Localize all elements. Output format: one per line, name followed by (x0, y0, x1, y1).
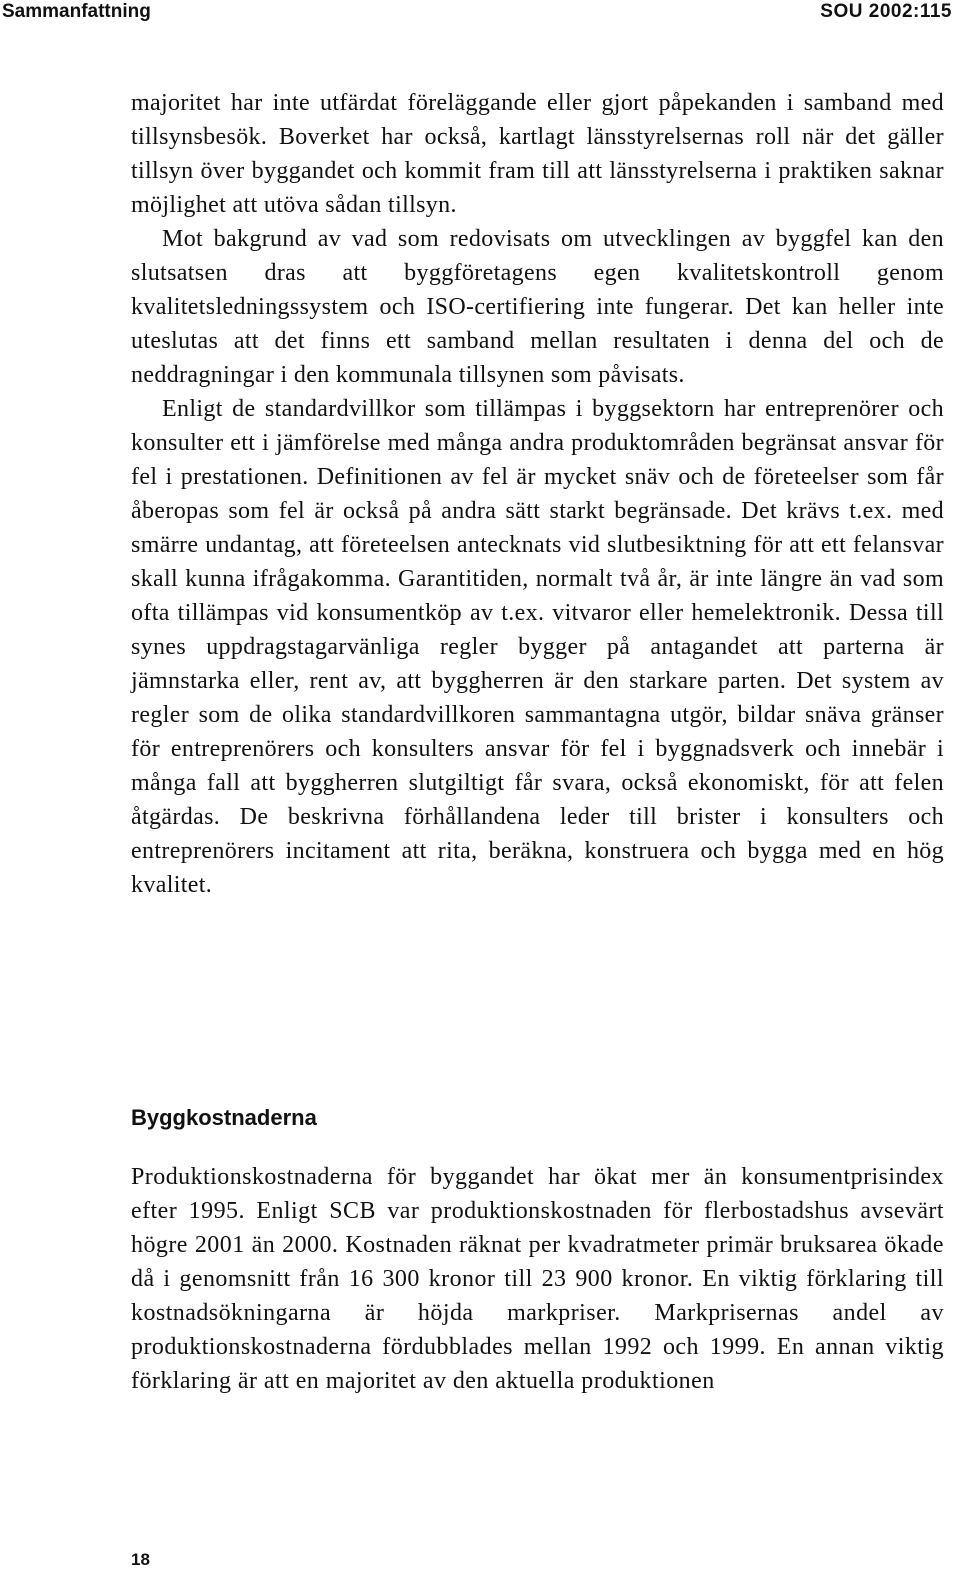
paragraph-2: Mot bakgrund av vad som redovisats om utvecklingen av byggfel kan den slutsatsen dras att byggföretagens egen kvalitetskontroll genom kvalitetsledningssystem och ISO-certifiering inte fungerar. Det kan heller inte uteslutas att det finns ett samband mellan resultaten i denna del och de neddragningar i den kommunala tillsynen som påvisats. (131, 226, 944, 388)
document-reference: SOU 2002:115 (820, 1, 952, 22)
running-header (0, 0, 952, 28)
section-body-tillsyn (131, 86, 944, 902)
paragraph-3: Enligt de standardvillkor som tillämpas i byggsektorn har entreprenörer och konsulter ett i jämförelse med många andra produktområden begränsat ansvar för fel i prestationen. Definitionen av fel är mycket snäv och de företeelser som får åberopas som fel är också på andra sätt starkt begränsade. Det krävs t.ex. med smärre undantag, att företeelsen antecknats vid slutbesiktning för att ett felansvar skall kunna ifrågakomma. Garantitiden, normalt två år, är inte längre än vad som ofta tillämpas vid konsumentköp av t.ex. vitvaror eller hemelektronik. Dessa till synes uppdragstagarvänliga regler bygger på antagandet att parterna är jämnstarka eller, rent av, att byggherren är den starkare parten. Det system av regler som de olika standardvillkoren sammantagna utgör, bildar snäva gränser för entreprenörers och konsulters ansvar för fel i byggnadsverk och innebär i många fall att byggherren slutgiltigt får svara, också ekonomiskt, för att felen åtgärdas. De beskrivna förhållandena leder till brister i konsulters och entreprenörers incitament att rita, beräkna, konstruera och bygga med en hög kvalitet. (131, 396, 944, 898)
paragraph-4: Produktionskostnaderna för byggandet har ökat mer än konsumentprisindex efter 1995. Enligt SCB var produktionskostnaden för flerbostadshus avsevärt högre 2001 än 2000. Kostnaden räknat per kvadratmeter primär bruksarea ökade då i genomsnitt från 16 300 kronor till 23 900 kronor. En viktig förklaring till kostnadsökningarna är höjda markpriser. Markprisernas andel av produktionskostnaderna fördubblades mellan 1992 och 1999. En annan viktig förklaring är att en majoritet av den aktuella produktionen (131, 1164, 944, 1394)
section-body-byggkostnaderna (131, 1160, 944, 1398)
chapter-title: Sammanfattning (2, 1, 151, 22)
page-number: 18 (131, 1550, 150, 1569)
section-heading-byggkostnaderna: Byggkostnaderna (131, 1105, 317, 1130)
paragraph-1: majoritet har inte utfärdat föreläggande eller gjort påpekanden i samband med tillsynsbesök. Boverket har också, kartlagt länsstyrelsernas roll när det gäller tillsyn över byggandet och kommit fram till att länsstyrelserna i praktiken saknar möjlighet att utöva sådan tillsyn. (131, 90, 944, 218)
